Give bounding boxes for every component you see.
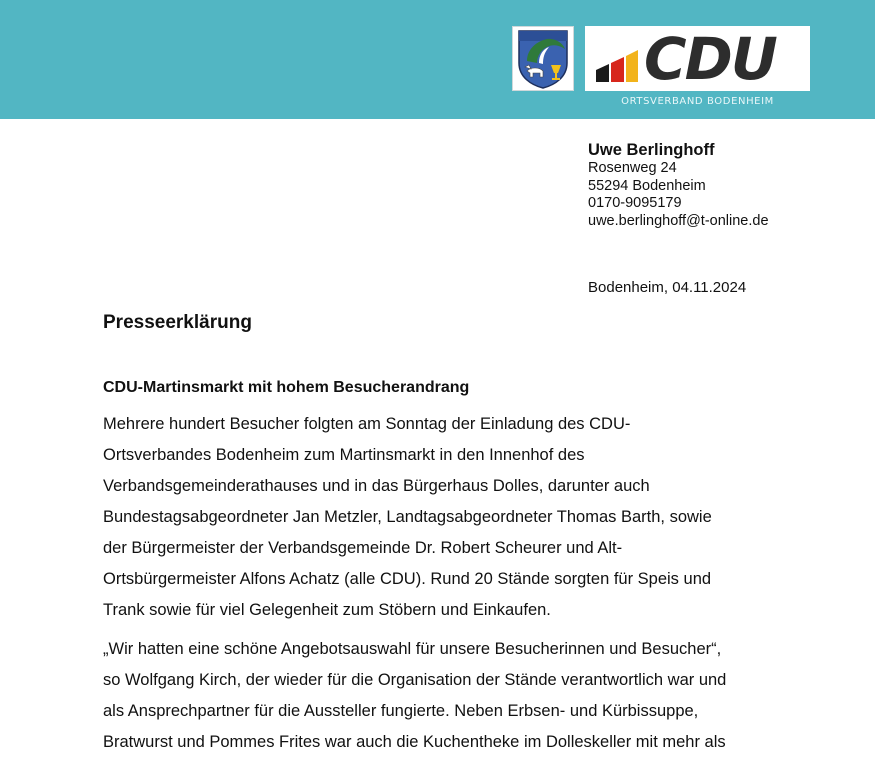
sender-email: uwe.berlinghoff@t-online.de <box>588 212 769 229</box>
text-line: Mehrere hundert Besucher folgten am Sonntag der Einladung des CDU- <box>103 415 631 433</box>
text-line: als Ansprechpartner für die Aussteller fungierte. Neben Erbsen- und Kürbissuppe, <box>103 702 699 720</box>
document-title: Presseerklärung <box>103 312 252 333</box>
sender-name: Uwe Berlinghoff <box>588 141 715 159</box>
text-line: Trank sowie für viel Gelegenheit zum Stöbern und Einkaufen. <box>103 601 551 619</box>
cdu-bars-icon <box>596 46 638 82</box>
text-line: Bratwurst und Pommes Frites war auch die Kuchentheke im Dolleskeller mit mehr als <box>103 733 726 751</box>
text-line: Verbandsgemeinderathauses und in das Bürgerhaus Dolles, darunter auch <box>103 477 650 495</box>
press-headline: CDU-Martinsmarkt mit hohem Besucherandrang <box>103 379 470 396</box>
sender-phone: 0170-9095179 <box>588 195 682 211</box>
text-line: der Bürgermeister der Verbandsgemeinde Dr. Robert Scheurer und Alt- <box>103 539 623 557</box>
date-line: Bodenheim, 04.11.2024 <box>588 279 747 296</box>
sender-block <box>588 141 769 230</box>
body-paragraph-2 <box>103 634 793 758</box>
sender-city: 55294 Bodenheim <box>588 177 706 194</box>
coat-of-arms-icon <box>512 26 574 91</box>
text-line: „Wir hatten eine schöne Angebotsauswahl für unsere Besucherinnen und Besucher“, <box>103 640 722 658</box>
cdu-logo <box>585 26 810 91</box>
text-line: so Wolfgang Kirch, der wieder für die Organisation der Stände verantwortlich war und <box>103 671 727 689</box>
text-line: Bundestagsabgeordneter Jan Metzler, Landtagsabgeordneter Thomas Barth, sowie <box>103 508 712 526</box>
text-line: Ortsbürgermeister Alfons Achatz (alle CDU). Rund 20 Stände sorgten für Speis und <box>103 570 712 588</box>
cdu-wordmark: CDU <box>644 25 776 93</box>
sender-street: Rosenweg 24 <box>588 160 677 176</box>
crest-graphic <box>513 27 573 90</box>
text-line: Ortsverbandes Bodenheim zum Martinsmarkt in den Innenhof des <box>103 446 585 464</box>
body-paragraph-1 <box>103 409 793 626</box>
ortsverband-label: ORTSVERBAND BODENHEIM <box>621 96 774 107</box>
